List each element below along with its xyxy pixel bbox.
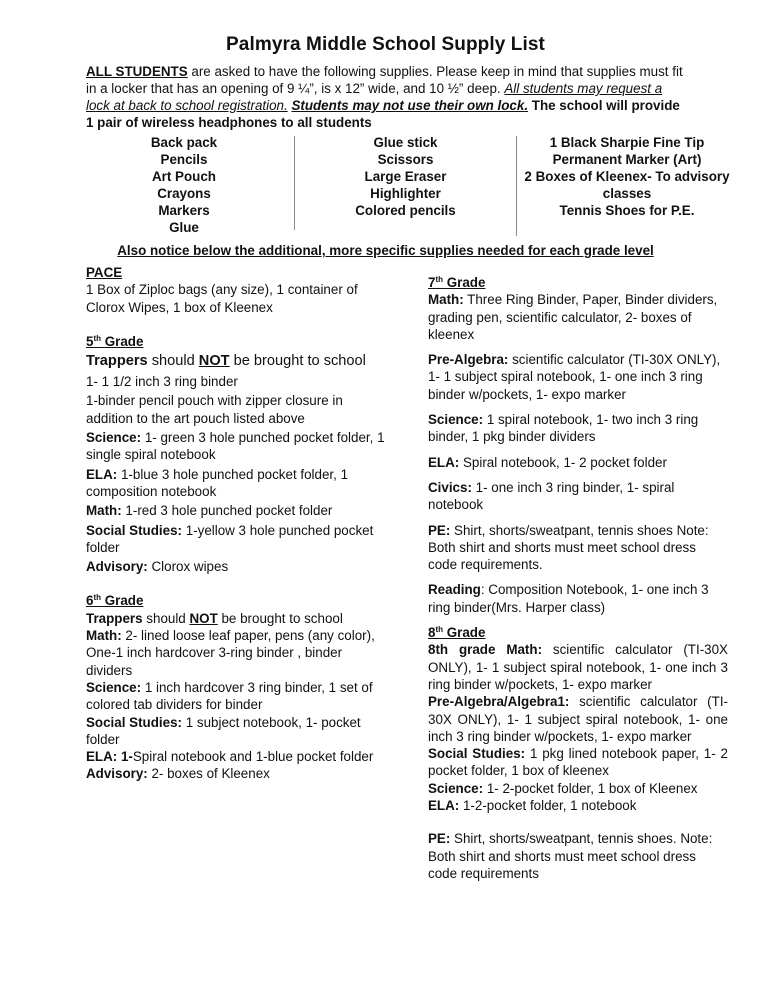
supply-item: Back pack (150, 135, 218, 150)
supply-item: Glue (169, 220, 199, 235)
grade5-pouch: 1-binder pencil pouch with zipper closure in addition to the art pouch listed above (86, 393, 343, 426)
grade7-prealgebra: Pre-Algebra: scientific calculator (TI-30X ONLY), 1- 1 subject spiral notebook, 1- one inch 3 ring binder w/pockets, 1- expo marker (428, 352, 721, 402)
grade8-ela: ELA: 1-2-pocket folder, 1 notebook (428, 798, 637, 814)
grade6-section (86, 592, 386, 782)
grade5-binder: 1- 1 1/2 inch 3 ring binder (86, 374, 238, 390)
grade5-advisory: Advisory: Clorox wipes (86, 559, 229, 575)
supply-item: Colored pencils (355, 203, 456, 218)
grade8-math: 8th grade Math: scientific calculator (TI-30X ONLY), 1- 1 subject spiral notebook, 1- one inch 3 ring binder w/pockets, 1- expo marker (428, 642, 728, 692)
grade8-section (428, 624, 728, 882)
supplies-column-3 (518, 134, 736, 219)
lock-request-note: All students may request a lock at back to school registration. (86, 81, 663, 113)
supplies-column-2 (298, 134, 513, 219)
grade-level-notice: Also notice below the additional, more specific supplies needed for each grade level (117, 243, 654, 258)
supply-item: Glue stick (373, 135, 438, 150)
column-divider (294, 136, 295, 230)
grade7-reading: Reading: Composition Notebook, 1- one inch 3 ring binder(Mrs. Harper class) (428, 582, 709, 615)
supply-item: Art Pouch (152, 169, 216, 184)
grade7-pe: PE: Shirt, shorts/sweatpant, tennis shoes Note: Both shirt and shorts must meet school dress code requirements. (428, 522, 709, 573)
grade8-prealgebra: Pre-Algebra/Algebra1: scientific calculator (TI-30X ONLY), 1- 1 subject spiral notebook, 1- one inch 3 ring binder w/pockets, 1- expo marker (428, 694, 728, 744)
grade6-advisory: Advisory: 2- boxes of Kleenex (86, 766, 270, 782)
supply-item: Highlighter (370, 186, 441, 201)
grade8-science: Science: 1- 2-pocket folder, 1 box of Kleenex (428, 780, 698, 796)
grade8-pe: PE: Shirt, shorts/sweatpant, tennis shoes. Note: Both shirt and shorts must meet school dress code requirements (428, 831, 713, 881)
grade5-math: Math: 1-red 3 hole punched pocket folder (86, 503, 333, 519)
headphones-note: The school will provide 1 pair of wireless headphones to all students (86, 98, 680, 130)
grade5-heading: 5th Grade (86, 333, 144, 349)
all-students-label: ALL STUDENTS (86, 64, 188, 79)
grade8-heading: 8th Grade (428, 625, 486, 641)
right-column (428, 274, 728, 882)
grade7-heading: 7th Grade (428, 275, 486, 290)
grade8-social-studies: Social Studies: 1 pkg lined notebook paper, 1- 2 pocket folder, 1 box of kleenex (428, 746, 728, 779)
supply-item: Large Eraser (364, 169, 447, 184)
supply-item: Pencils (160, 152, 208, 167)
supply-item: 2 Boxes of Kleenex- To advisory classes (524, 169, 730, 201)
grade7-section (428, 274, 728, 616)
own-lock-note: Students may not use their own lock. (291, 98, 529, 113)
grade6-math: Math: 2- lined loose leaf paper, pens (any color), One-1 inch hardcover 3-ring binder , binder dividers (86, 628, 375, 678)
grade5-social-studies: Social Studies: 1-yellow 3 hole punched pocket folder (86, 522, 374, 555)
supplies-column-1 (86, 134, 282, 236)
supply-item: Permanent Marker (Art) (552, 152, 702, 167)
pace-heading: PACE (86, 265, 123, 280)
intro-paragraph (86, 63, 686, 131)
page-title: Palmyra Middle School Supply List (226, 34, 545, 55)
grade7-ela: ELA: Spiral notebook, 1- 2 pocket folder (428, 454, 667, 470)
grade7-math: Math: Three Ring Binder, Paper, Binder dividers, grading pen, scientific calculator, 2- boxes of kleenex (428, 292, 718, 342)
supply-item: 1 Black Sharpie Fine Tip (549, 135, 705, 150)
intro-text: are asked to have the following supplies. Please keep in mind that supplies must fit in a locker that has an opening of 9 ¼”, is x 12” wide, and 10 ½” deep. (86, 64, 683, 96)
supply-item: Markers (158, 203, 210, 218)
general-supplies (86, 134, 736, 234)
column-divider (516, 136, 517, 236)
supply-item: Crayons (157, 186, 211, 201)
grade6-social-studies: Social Studies: 1 subject notebook, 1- pocket folder (86, 714, 361, 747)
supply-item: Tennis Shoes for P.E. (559, 203, 695, 218)
grade5-trappers-note: Trappers should NOT be brought to school (86, 353, 366, 370)
supply-item: Scissors (377, 152, 434, 167)
left-column (86, 264, 386, 783)
grade6-trappers-note: Trappers should NOT be brought to school (86, 610, 343, 626)
grade7-civics: Civics: 1- one inch 3 ring binder, 1- spiral notebook (428, 479, 675, 513)
grade5-ela: ELA: 1-blue 3 hole punched pocket folder, 1 composition notebook (86, 466, 349, 499)
grade6-heading: 6th Grade (86, 593, 144, 609)
grade5-section (86, 333, 386, 576)
grade6-ela: ELA: 1-Spiral notebook and 1-blue pocket folder (86, 749, 374, 765)
pace-text: 1 Box of Ziploc bags (any size), 1 container of Clorox Wipes, 1 box of Kleenex (86, 282, 358, 315)
grade7-science: Science: 1 spiral notebook, 1- two inch 3 ring binder, 1 pkg binder dividers (428, 412, 699, 445)
grade6-science: Science: 1 inch hardcover 3 ring binder, 1 set of colored tab dividers for binder (86, 679, 373, 713)
grade5-science: Science: 1- green 3 hole punched pocket folder, 1 single spiral notebook (86, 430, 385, 463)
